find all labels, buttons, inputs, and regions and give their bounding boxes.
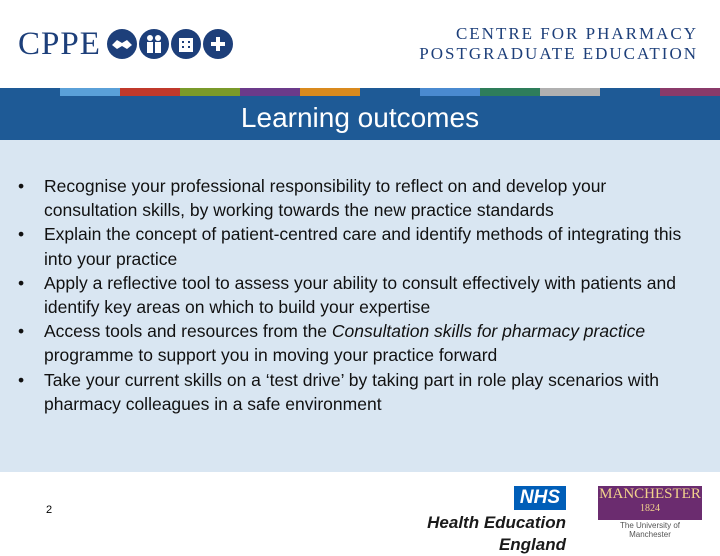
outcome-text: Explain the concept of patient-centred care and identify methods of integrating this into your practice [44, 224, 682, 269]
programme-title: Consultation skills for pharmacy practice [331, 321, 646, 342]
hee-logo [372, 486, 566, 556]
stripe-segment [180, 88, 240, 96]
centre-line-2: POSTGRADUATE EDUCATION [419, 44, 698, 63]
outcome-text: Take your current skills on a ‘test drive’ by taking part in role play scenarios with pharmacy colleagues in a safe environment [44, 369, 660, 414]
bullet-icon: • [18, 369, 25, 390]
manchester-logo [598, 486, 702, 520]
outcome-text: Apply a reflective tool to assess your ability to consult effectively with patients and identify key areas on which to build your expertise [44, 272, 676, 318]
nhs-badge: NHS [514, 486, 566, 510]
stripe-segment [420, 88, 480, 96]
title-bar [0, 96, 720, 140]
cppe-logo-text: CPPE [18, 25, 101, 62]
manchester-label: MANCHESTER [599, 486, 701, 502]
outcome-text: Access tools and resources from the [44, 321, 332, 342]
stripe-segment [660, 88, 720, 96]
learning-outcomes-list [16, 174, 696, 416]
cppe-logo [18, 22, 233, 66]
centre-line-1: CENTRE FOR PHARMACY [455, 24, 698, 43]
page-number: 2 [46, 504, 53, 516]
building-icon [171, 29, 201, 59]
pharmacy-icon [203, 29, 233, 59]
centre-name [419, 24, 698, 64]
bullet-icon: • [18, 176, 25, 196]
bullet-icon: • [18, 272, 25, 293]
stripe-segment [0, 88, 60, 96]
hee-text: Health Education England [427, 513, 566, 554]
stripe-segment [480, 88, 540, 96]
learning-outcome-item [16, 222, 696, 270]
learning-outcome-item [16, 319, 696, 367]
outcome-text: programme to support you in moving your practice forward [44, 345, 498, 366]
stripe-segment [240, 88, 300, 96]
learning-outcome-item [16, 174, 696, 222]
stripe-segment [360, 88, 420, 96]
family-icon [139, 29, 169, 59]
manchester-subtitle: The University of Manchester [619, 521, 681, 539]
learning-outcome-item [16, 271, 696, 319]
bullet-icon: • [18, 224, 25, 245]
handshake-icon [107, 29, 137, 59]
manchester-year: 1824 [640, 503, 660, 514]
stripe-segment [120, 88, 180, 96]
outcome-text: Recognise your professional responsibility to reflect on and develop your consultation skills, by working towards the new practice standards [44, 176, 607, 221]
stripe-segment [540, 88, 600, 96]
content-panel [0, 140, 720, 472]
cppe-logo-icons [107, 29, 233, 59]
stripe-segment [60, 88, 120, 96]
color-stripe [0, 88, 720, 96]
stripe-segment [600, 88, 660, 96]
learning-outcome-item [16, 368, 696, 416]
stripe-segment [300, 88, 360, 96]
bullet-icon: • [18, 321, 25, 342]
slide-title: Learning outcomes [240, 102, 480, 133]
